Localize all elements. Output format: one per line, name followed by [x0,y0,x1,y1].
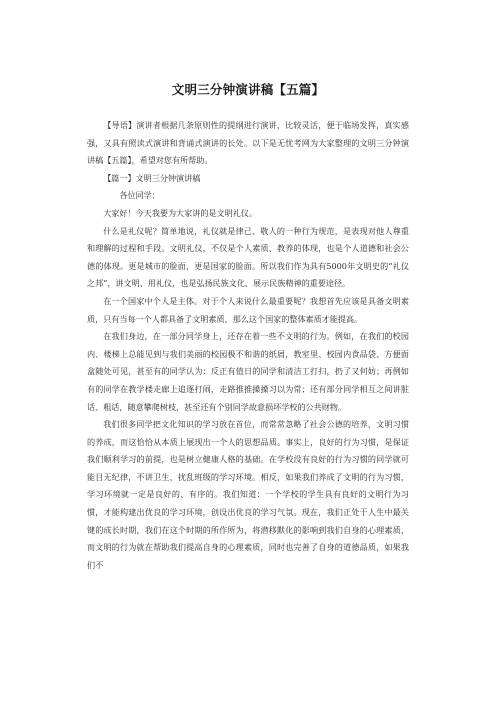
body-paragraph: 什么是礼仪呢？简单地说，礼仪就是律己、敬人的一种行为规范，是表现对他人尊重和理解的过程和手段。文明礼仪，不仅是个人素质、教养的体现，也是个人道德和社会公德的体现。更是城市的脸面，更是国家的脸面。所以我们作为具有5000年文明史的“礼仪之邦”，讲文明、用礼仪，也是弘扬民族文化、展示民族精神的重要途径。 [87,225,409,289]
section-heading: 【篇一】文明三分钟演讲稿 [103,172,201,183]
body-paragraph: 在我们身边，在一部分同学身上，还存在着一些不文明的行为。例如，在我们的校园内、楼梯上总能见到与我们美丽的校园极不和谐的纸屑，教室里、校园内食品袋、方便面盒随处可见，甚至有的同学认为：反正有值日的同学和清洁工打扫，扔了又何妨；再例如有的同学在教学楼走廊上追逐打闹，走路推推搡搡习以为常；还有部分同学相互之间讲脏话、粗话，随意攀爬树枝，甚至还有个别同学故意损坏学校的公共财物。 [87,331,409,412]
body-paragraph: 大家好！今天我要为大家讲的是文明礼仪。 [103,207,257,218]
body-paragraph: 我们很多同学把文化知识的学习放在首位，而常常忽略了社会公德的培养，文明习惯的养成，而这恰恰从本质上展现出一个人的思想品质。事实上，良好的行为习惯，是保证我们顺利学习的前提，也是树立健康人格的基础。在学校没有良好的行为习惯的同学就可能目无纪律，不讲卫生，扰乱班级的学习环境。相反，如果我们养成了文明的行为习惯，学习环境就一定是良好的、有序的。我们知道：一个学校的学生具有良好的文明行为习惯，才能构建出优良的学习环境，创设出优良的学习气氛。现在，我们正处于人生中最关键的成长时期，我们在这个时期的所作所为，将潜移默化的影响到我们自身的心理素质，而文明的行为就在帮助我们提高自身的心理素质，同时也完善了自身的道德品质，如果我们不 [87,419,409,570]
greeting-line: 各位同学： [119,190,160,201]
document-body [87,117,409,574]
intro-paragraph: 【导语】演讲者根据几条原则性的提纲进行演讲，比较灵活，便于临场发挥，真实感强，又具有照读式演讲和背诵式演讲的长处。以下是无忧考网为大家整理的文明三分钟演讲稿【五篇】，希望对您有所帮助。 [87,120,409,166]
body-paragraph: 在一个国家中个人是主体。对于个人来说什么最重要呢？我想首先应该是具备文明素质，只有当每一个人都具备了文明素质，那么这个国家的整体素质才能提高。 [87,295,409,324]
document-title: 文明三分钟演讲稿【五篇】 [171,82,325,97]
